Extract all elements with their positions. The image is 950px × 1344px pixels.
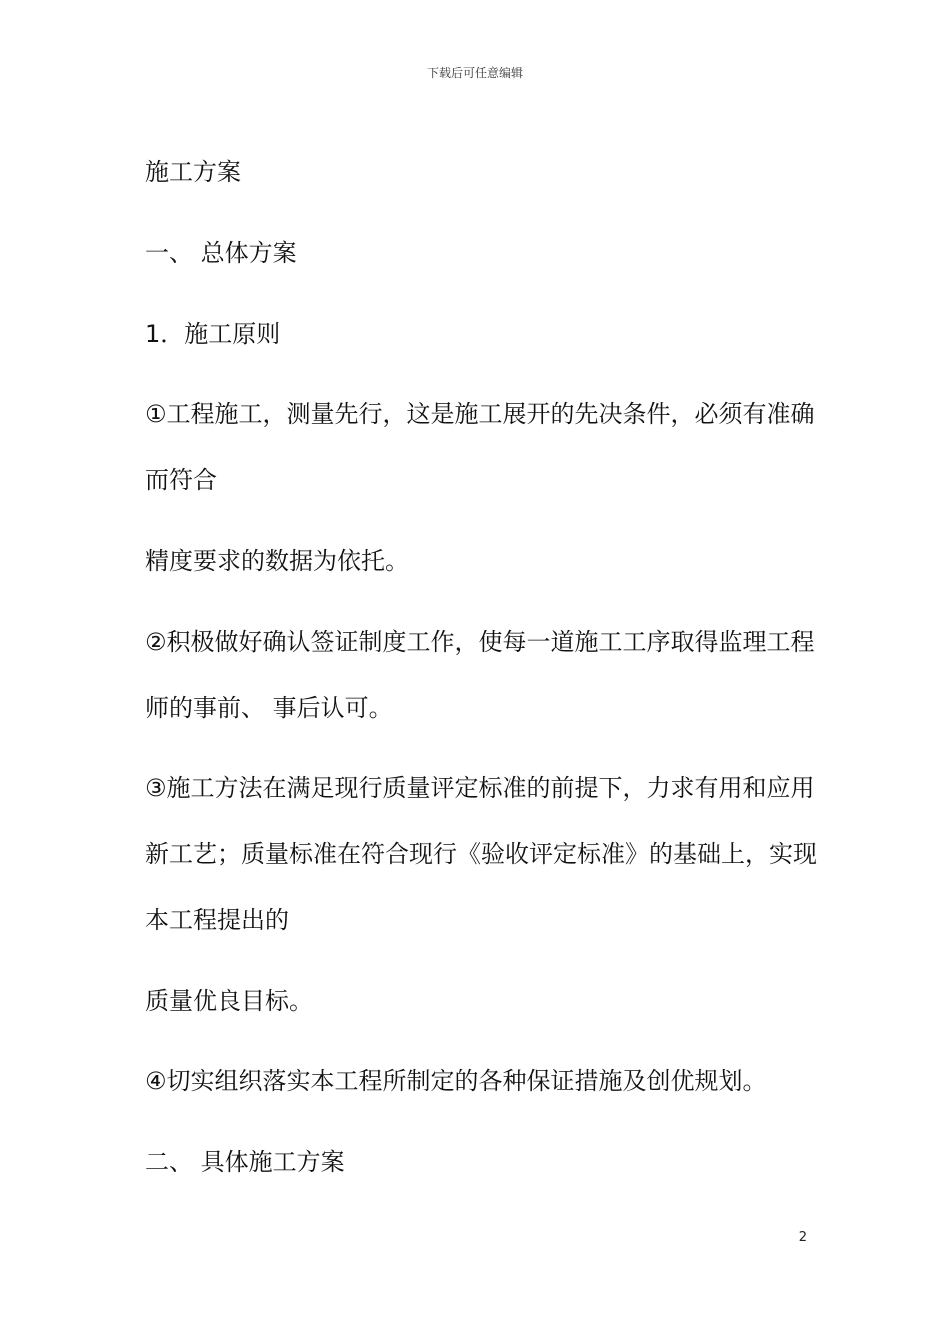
section-heading-2: 二、 具体施工方案 <box>145 1148 345 1176</box>
paragraph-line: ①工程施工，测量先行，这是施工展开的先决条件，必须有准确 <box>145 400 815 428</box>
paragraph-line: 质量优良目标。 <box>145 987 313 1015</box>
paragraph-line: 本工程提出的 <box>145 906 289 934</box>
paragraph-line: ③施工方法在满足现行质量评定标准的前提下，力求有用和应用 <box>145 774 815 802</box>
paragraph-line: ④切实组织落实本工程所制定的各种保证措施及创优规划。 <box>145 1067 767 1095</box>
paragraph-line: 精度要求的数据为依托。 <box>145 547 409 575</box>
section-heading-1: 一、 总体方案 <box>145 239 297 267</box>
page-number: 2 <box>798 1230 807 1245</box>
subsection-heading-1: 1．施工原则 <box>145 320 281 348</box>
paragraph-line: ②积极做好确认签证制度工作，使每一道施工工序取得监理工程 <box>145 628 815 656</box>
page-header-note: 下载后可任意编辑 <box>426 66 523 80</box>
document-title: 施工方案 <box>145 158 241 186</box>
paragraph-line: 师的事前、 事后认可。 <box>145 694 393 722</box>
paragraph-line: 而符合 <box>145 466 217 494</box>
paragraph-line: 新工艺；质量标准在符合现行《验收评定标准》的基础上，实现 <box>145 840 817 868</box>
